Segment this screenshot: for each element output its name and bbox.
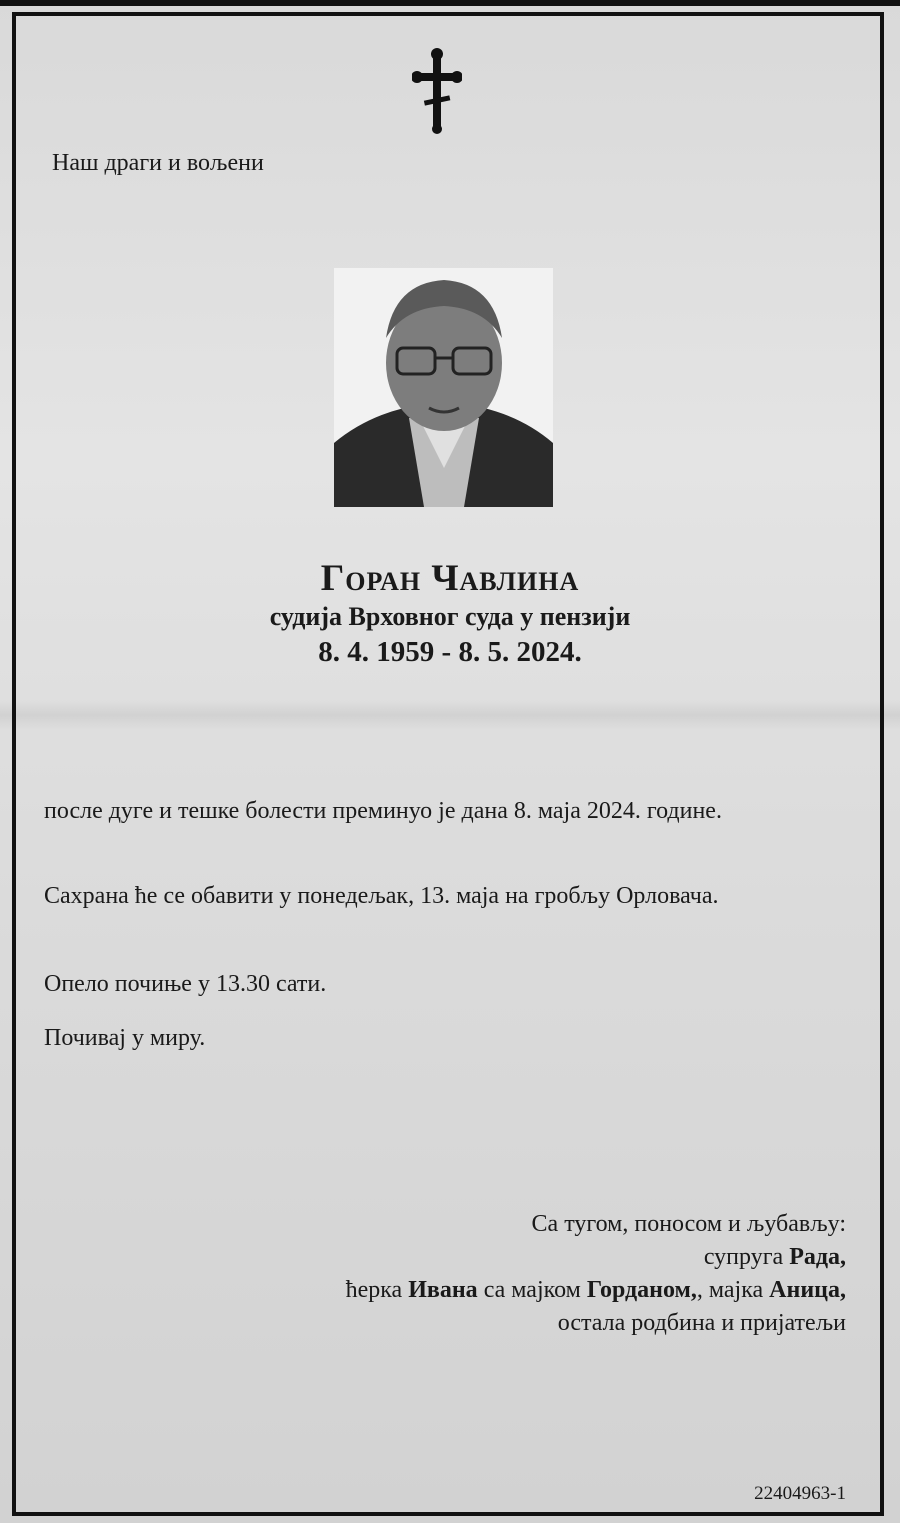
rest-in-peace: Почивај у миру. — [44, 1025, 206, 1051]
top-rule — [0, 0, 900, 6]
ad-code: 22404963-1 — [754, 1483, 846, 1504]
death-notice: после дуге и тешке болести преминуо је дана 8. маја 2024. године. — [44, 798, 722, 824]
service-notice: Опело почиње у 13.30 сати. — [44, 971, 327, 997]
funeral-notice: Сахрана ће се обавити у понедељак, 13. маја на гробљу Орловача. — [44, 883, 719, 909]
signature-line-1: Са тугом, поносом и љубављу: — [531, 1211, 846, 1237]
orthodox-cross-icon — [412, 48, 462, 134]
signature-line-4: остала родбина и пријатељи — [557, 1310, 846, 1336]
life-dates: 8. 4. 1959 - 8. 5. 2024. — [318, 636, 582, 668]
signature-line-3: ћерка Ивана са мајком Горданом,, мајка Аница, — [345, 1277, 846, 1303]
daughter-name: Ивана — [408, 1277, 478, 1303]
deceased-title: судија Врховног суда у пензији — [269, 602, 631, 631]
wife-name: Рада — [789, 1244, 840, 1270]
signature-line-2: супруга Рада, — [703, 1244, 846, 1270]
ex-wife-name: Горданом — [586, 1277, 691, 1303]
portrait-photo — [334, 268, 553, 507]
intro-text: Наш драги и вољени — [52, 150, 264, 176]
signature-block — [146, 1208, 846, 1340]
deceased-name: Горан Чавлина — [320, 558, 580, 599]
mother-name: Аница — [769, 1277, 840, 1303]
